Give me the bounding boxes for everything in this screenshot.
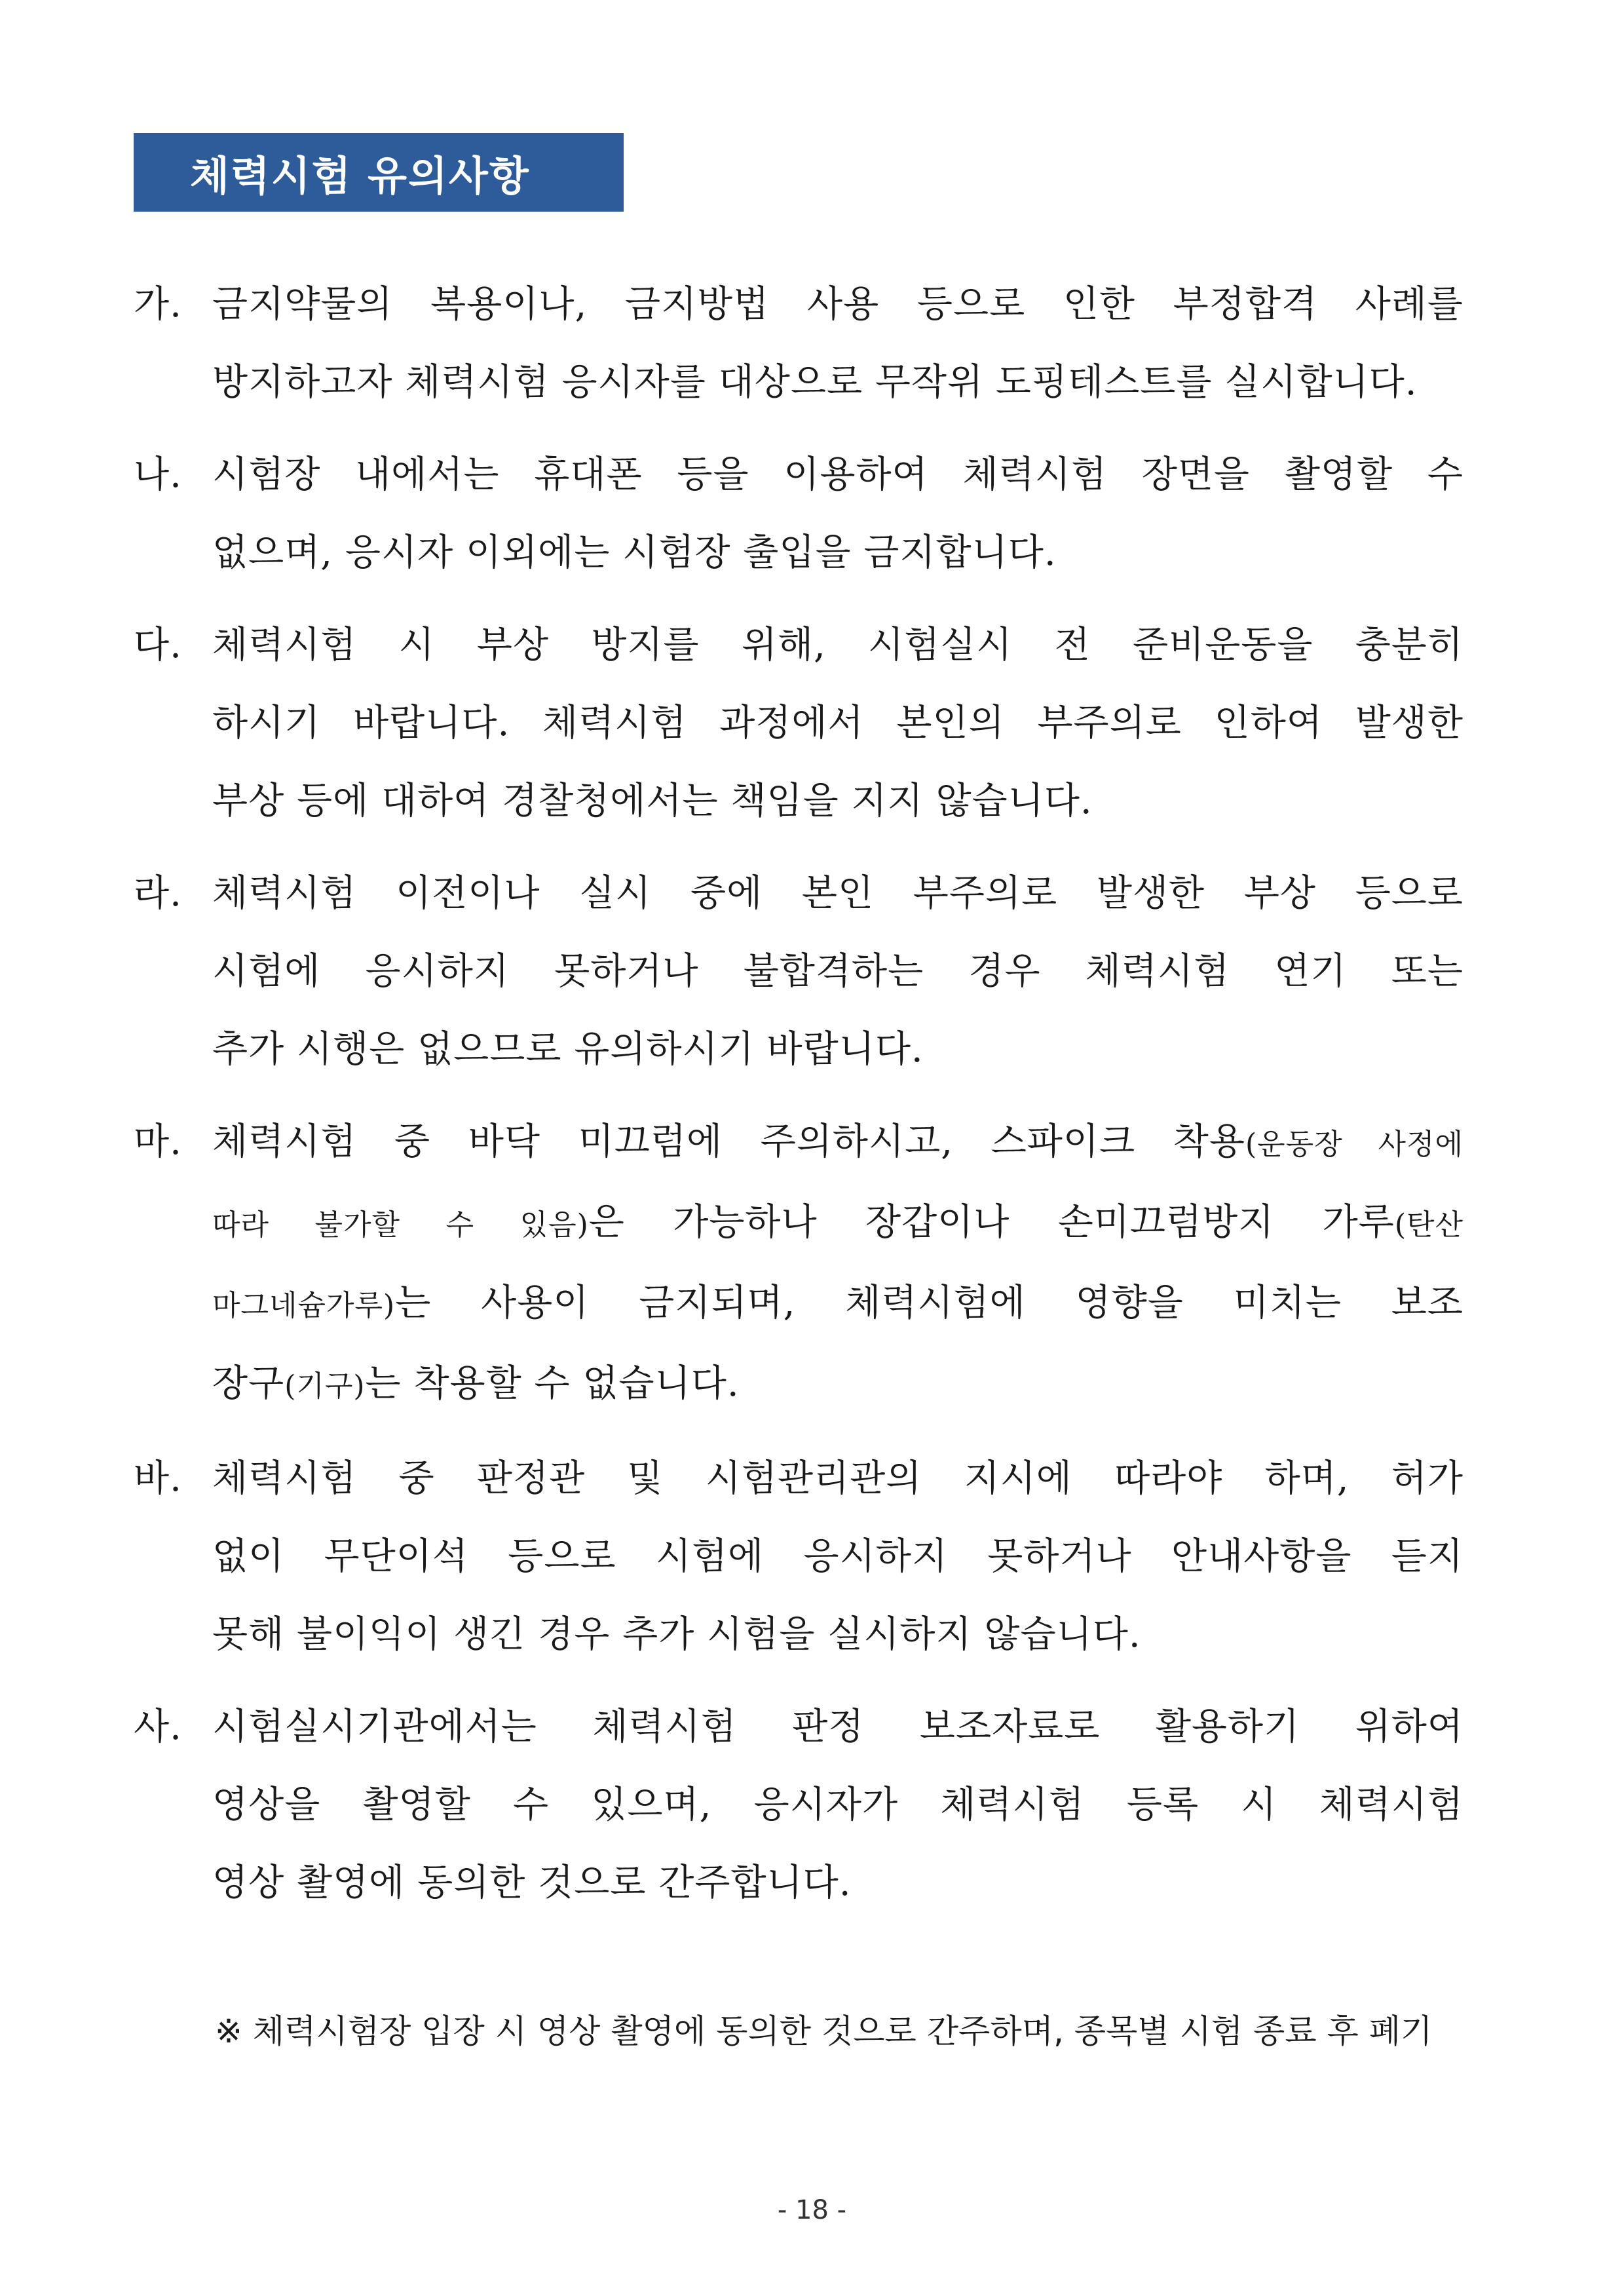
item-text: 는 사용이 금지되며, 체력시험에 영향을 미치는 보조 (395, 1282, 1463, 1324)
item-line: 금지약물의 복용이나, 금지방법 사용 등으로 인한 부정합격 사례를 (212, 283, 1463, 326)
list-item (134, 854, 1463, 1088)
item-line: 체력시험 중 판정관 및 시험관리관의 지시에 따라야 하며, 허가 (212, 1457, 1463, 1500)
item-text: 는 착용할 수 없습니다. (365, 1362, 740, 1405)
item-parenthetical: (기구) (284, 1369, 366, 1403)
item-line (212, 1103, 1463, 1183)
item-marker: 나. (134, 453, 182, 496)
item-parenthetical: 따라 불가할 수 있음) (212, 1208, 589, 1242)
list-item (134, 436, 1463, 592)
item-line: 없으며, 응시자 이외에는 시험장 출입을 금지합니다. (212, 531, 1057, 574)
item-marker: 마. (134, 1120, 182, 1163)
item-line (212, 1264, 1463, 1345)
item-line: 체력시험 이전이나 실시 중에 본인 부주의로 발생한 부상 등으로 (212, 872, 1463, 915)
list-item (134, 1103, 1463, 1425)
list-item (134, 1440, 1463, 1674)
item-parenthetical: (운동장 사정에 (1245, 1128, 1463, 1161)
item-line: 영상을 촬영할 수 있으며, 응시자가 체력시험 등록 시 체력시험 (212, 1784, 1463, 1826)
item-marker: 사. (134, 1706, 182, 1748)
item-text: 은 가능하나 장갑이나 손미끄럼방지 가루 (588, 1201, 1395, 1244)
item-line: 하시기 바랍니다. 체력시험 과정에서 본인의 부주의로 인하여 발생한 (212, 702, 1463, 744)
item-marker: 라. (134, 872, 182, 915)
list-item (134, 1688, 1463, 1922)
list-item (134, 265, 1463, 421)
item-marker: 바. (134, 1457, 182, 1500)
item-line: 없이 무단이석 등으로 시험에 응시하지 못하거나 안내사항을 듣지 (212, 1535, 1463, 1578)
item-line: 시험에 응시하지 못하거나 불합격하는 경우 체력시험 연기 또는 (212, 950, 1463, 993)
item-line: 부상 등에 대하여 경찰청에서는 책임을 지지 않습니다. (212, 780, 1093, 822)
notice-list (134, 265, 1463, 1936)
list-item (134, 606, 1463, 840)
item-line: 추가 시행은 없으므로 유의하시기 바랍니다. (212, 1028, 924, 1071)
footnote: ※ 체력시험장 입장 시 영상 촬영에 동의한 것으로 간주하며, 종목별 시험 종료 후 폐기 (215, 2012, 1433, 2050)
item-marker: 다. (134, 624, 182, 666)
page-number: - 18 - (777, 2195, 847, 2225)
item-parenthetical: 마그네슘가루) (212, 1289, 396, 1322)
item-parenthetical: (탄산 (1394, 1208, 1463, 1242)
item-line: 영상 촬영에 동의한 것으로 간주합니다. (212, 1862, 852, 1904)
item-line: 시험장 내에서는 휴대폰 등을 이용하여 체력시험 장면을 촬영할 수 (212, 453, 1463, 496)
item-line: 체력시험 시 부상 방지를 위해, 시험실시 전 준비운동을 충분히 (212, 624, 1463, 666)
item-line: 시험실시기관에서는 체력시험 판정 보조자료로 활용하기 위하여 (212, 1706, 1463, 1748)
item-text: 장구 (212, 1362, 285, 1405)
section-title: 체력시험 유의사항 (134, 133, 624, 212)
item-line: 방지하고자 체력시험 응시자를 대상으로 무작위 도핑테스트를 실시합니다. (212, 361, 1418, 404)
item-line (212, 1183, 1463, 1264)
item-line: 못해 불이익이 생긴 경우 추가 시험을 실시하지 않습니다. (212, 1613, 1141, 1656)
item-marker: 가. (134, 283, 182, 326)
item-line (212, 1345, 1463, 1425)
item-text: 체력시험 중 바닥 미끄럼에 주의하시고, 스파이크 착용 (212, 1120, 1245, 1163)
